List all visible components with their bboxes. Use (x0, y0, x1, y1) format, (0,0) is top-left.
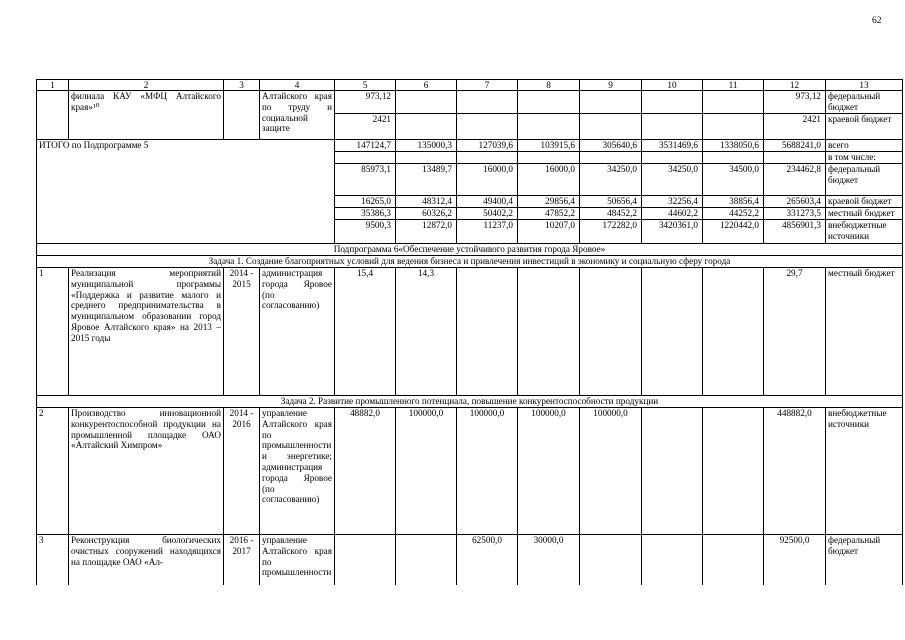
cell-value: 147124,7 (335, 140, 396, 152)
cell-executor: Алтайского края по труду и социальной защите (260, 91, 335, 140)
cell-value: 100000,0 (518, 408, 580, 535)
cell-num: 1 (37, 268, 69, 396)
cell-value: 100000,0 (580, 408, 642, 535)
task-title: Задача 1. Создание благоприятных условий для ведения бизнеса и привлечения инвестиций в экономику и социальную сферу города (37, 256, 903, 268)
section-row (37, 244, 903, 256)
cell-value: 34500,0 (703, 164, 764, 196)
cell-source: внебюджетные источники (826, 408, 903, 535)
cell-num: 3 (37, 535, 69, 585)
cell-value: 16000,0 (518, 164, 580, 196)
column-header: 8 (518, 80, 580, 91)
column-header: 7 (457, 80, 518, 91)
cell-value: 265603,4 (764, 196, 826, 208)
cell-executor: администрация города Яровое (по согласованию) (260, 268, 335, 396)
cell-value: 34250,0 (642, 164, 703, 196)
cell-value: 1220442,0 (703, 220, 764, 244)
cell-value: 38856,4 (703, 196, 764, 208)
cell-value: 11237,0 (457, 220, 518, 244)
cell-value: 29,7 (764, 268, 826, 396)
column-header: 3 (224, 80, 260, 91)
column-header: 10 (642, 80, 703, 91)
cell-value: 127039,6 (457, 140, 518, 152)
cell-value: 100000,0 (396, 408, 457, 535)
cell-source: в том числе: (826, 152, 903, 164)
cell-value: 32256,4 (642, 196, 703, 208)
column-header: 5 (335, 80, 396, 91)
cell-value: 12872,0 (396, 220, 457, 244)
cell-source: федеральный бюджет (826, 535, 903, 585)
column-header: 2 (69, 80, 224, 91)
cell-value: 50402,2 (457, 208, 518, 220)
section-row (37, 256, 903, 268)
cell-source: краевой бюджет (826, 196, 903, 208)
cell-value: 4856901,3 (764, 220, 826, 244)
cell-value: 10207,0 (518, 220, 580, 244)
cell-value: 47852,2 (518, 208, 580, 220)
cell-value: 3420361,0 (642, 220, 703, 244)
cell-value: 15,4 (335, 268, 396, 396)
cell-source: местный бюджет (826, 208, 903, 220)
column-header: 4 (260, 80, 335, 91)
cell-value: 973,12 (764, 91, 826, 114)
cell-value: 9500,3 (335, 220, 396, 244)
cell-value: 48882,0 (335, 408, 396, 535)
cell-value: 973,12 (335, 91, 396, 114)
cell-value: 172282,0 (580, 220, 642, 244)
cell-value: 3531469,6 (642, 140, 703, 152)
program-table (36, 79, 903, 585)
cell-activity-name: Реконструкция биологических очистных сооружений находящихся на площадке ОАО «Ал- (69, 535, 224, 585)
cell-source: краевой бюджет (826, 114, 903, 140)
cell-value: 50656,4 (580, 196, 642, 208)
cell-value: 103915,6 (518, 140, 580, 152)
column-header: 1 (37, 80, 69, 91)
cell-source: федеральный бюджет (826, 164, 903, 196)
cell-executor: управление Алтайского края по промышленности и энергетике; администрация города Яровое (по согласованию) (260, 408, 335, 535)
cell-value: 44252,2 (703, 208, 764, 220)
total-row (37, 140, 903, 152)
cell-period: 2014 - 2016 (224, 408, 260, 535)
cell-num (37, 91, 69, 140)
cell-value: 44602,2 (642, 208, 703, 220)
cell-source: местный бюджет (826, 268, 903, 396)
cell-activity-name: филиала КАУ «МФЦ Алтайского края»¹⁰ (69, 91, 224, 140)
table-row (37, 408, 903, 535)
cell-value: 49400,4 (457, 196, 518, 208)
cell-value: 234462,8 (764, 164, 826, 196)
cell-value: 2421 (764, 114, 826, 140)
column-header-row (37, 80, 903, 91)
table-row (37, 535, 903, 585)
cell-value: 305640,6 (580, 140, 642, 152)
subprogram-title: Подпрограмма 6«Обеспечение устойчивого развития города Яровое» (37, 244, 903, 256)
section-row (37, 396, 903, 408)
cell-source: внебюджетные источники (826, 220, 903, 244)
cell-value: 85973,1 (335, 164, 396, 196)
table-row (37, 268, 903, 396)
column-header: 6 (396, 80, 457, 91)
cell-value: 331273,5 (764, 208, 826, 220)
cell-executor: управление Алтайского края по промышленности (260, 535, 335, 585)
table-row (37, 91, 903, 114)
cell-value: 135000,3 (396, 140, 457, 152)
cell-activity-name: Реализация мероприятий муниципальной программы «Поддержка и развитие малого и среднего предпринимательства в муниципальном образовании город Яровое Алтайского края» на 2013 – 2015 годы (69, 268, 224, 396)
cell-value: 35386,3 (335, 208, 396, 220)
cell-value: 48312,4 (396, 196, 457, 208)
cell-value: 5688241,0 (764, 140, 826, 152)
cell-value: 14,3 (396, 268, 457, 396)
column-header: 12 (764, 80, 826, 91)
cell-period (224, 91, 260, 140)
cell-value: 29856,4 (518, 196, 580, 208)
cell-source: федеральный бюджет (826, 91, 903, 114)
cell-value: 1338050,6 (703, 140, 764, 152)
cell-value: 92500,0 (764, 535, 826, 585)
cell-value: 2421 (335, 114, 396, 140)
cell-source: всего (826, 140, 903, 152)
cell-value: 34250,0 (580, 164, 642, 196)
cell-value: 16265,0 (335, 196, 396, 208)
column-header: 11 (703, 80, 764, 91)
total-label: ИТОГО по Подпрограмме 5 (37, 140, 335, 244)
cell-value: 48452,2 (580, 208, 642, 220)
cell-num: 2 (37, 408, 69, 535)
cell-period: 2016 - 2017 (224, 535, 260, 585)
column-header: 9 (580, 80, 642, 91)
cell-activity-name: Производство инновационной конкурентоспособной продукции на промышленной площадке ОАО «Алтайский Химпром» (69, 408, 224, 535)
cell-period: 2014 - 2015 (224, 268, 260, 396)
cell-value: 30000,0 (518, 535, 580, 585)
page-number: 62 (872, 16, 882, 26)
task-title: Задача 2. Развитие промышленного потенциала, повышение конкурентоспособности продукции (37, 396, 903, 408)
cell-value: 100000,0 (457, 408, 518, 535)
cell-value: 60326,2 (396, 208, 457, 220)
cell-value: 448882,0 (764, 408, 826, 535)
column-header: 13 (826, 80, 903, 91)
cell-value: 13489,7 (396, 164, 457, 196)
cell-value: 16000,0 (457, 164, 518, 196)
cell-value: 62500,0 (457, 535, 518, 585)
